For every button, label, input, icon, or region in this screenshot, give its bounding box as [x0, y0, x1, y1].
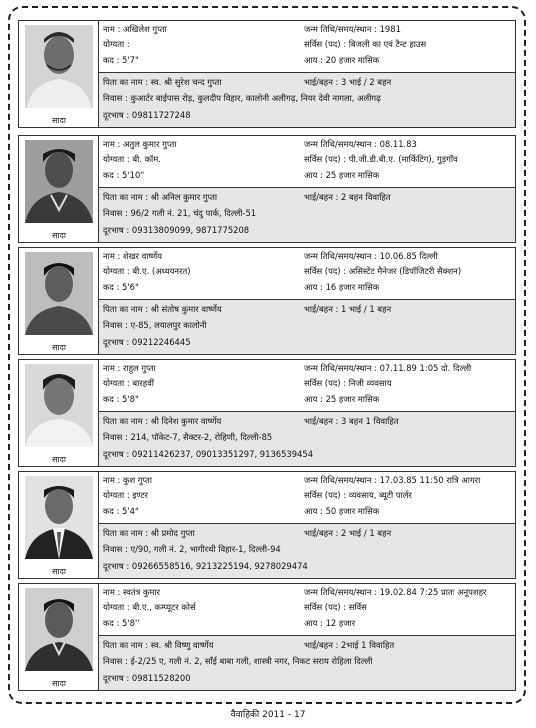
profile-father: पिता का नाम : श्री दिनेश कुमार वार्ष्णेय — [103, 416, 222, 426]
profile-siblings: भाई/बहन : 3 भाई / 2 बहन — [304, 77, 392, 87]
photo-column — [19, 472, 99, 578]
profile-height: कद : 5'10" — [103, 170, 145, 180]
profile-qualification: योग्यता : बारहवीं — [103, 378, 154, 388]
profile-photo — [25, 476, 93, 559]
profile-height: कद : 5'7" — [103, 55, 139, 65]
profile-service: सर्विस (पद) : व्यवसाय, ब्यूटी पार्लर — [304, 490, 412, 500]
profile-details — [99, 21, 515, 73]
profile-card — [18, 471, 516, 579]
profile-address: निवास : ए-85, लयालपुर कालोनी — [103, 320, 207, 330]
profile-qualification: योग्यता : बी. कॉम. — [103, 154, 161, 164]
profile-siblings: भाई/बहन : 2भाई 1 विवाहित — [304, 640, 395, 650]
profile-qualification: योग्यता : बी.ए. (अध्ययनरत) — [103, 266, 191, 276]
photo-caption: सादा — [52, 455, 66, 464]
profile-service: सर्विस (पद) : पी.जी.डी.बी.ए. (मार्किटिंग), गुड़गाँव — [304, 154, 458, 164]
family-details — [99, 73, 515, 127]
photo-caption: सादा — [52, 343, 66, 352]
family-details — [99, 636, 515, 690]
profile-income: आय : 16 हजार मासिक — [304, 282, 380, 292]
profile-address: निवास : 214, पॉकेट-7, सैक्टर-2, रोहिणी, दिल्ली-85 — [103, 432, 273, 442]
profile-siblings: भाई/बहन : 3 बहन 1 विवाहित — [304, 416, 399, 426]
profile-address: निवास : ई-2/25 ए, गली नं. 2, साँई बाबा गली, शास्त्री नगर, निकट सराय रोहिला दिल्ली — [103, 656, 373, 666]
photo-column — [19, 21, 99, 127]
profile-height: कद : 5'8" — [103, 394, 139, 404]
profile-income: आय : 50 हजार मासिक — [304, 506, 380, 516]
photo-column — [19, 360, 99, 466]
family-details — [99, 524, 515, 578]
profile-birth: जन्म तिथि/समय/स्थान : 17.03.85 11:50 रात्रि आगरा — [304, 475, 481, 485]
profile-name: नाम : शेखर वार्ष्णेय — [103, 251, 163, 261]
profile-father: पिता का नाम : श्री प्रमोद गुप्ता — [103, 528, 195, 538]
profile-father: पिता का नाम : स्व. श्री सुरेश चन्द गुप्ता — [103, 77, 222, 87]
profile-qualification: योग्यता : बी.ए., कम्प्यूटर कोर्स — [103, 602, 196, 612]
profile-birth: जन्म तिथि/समय/स्थान : 1981 — [304, 24, 401, 34]
profile-siblings: भाई/बहन : 1 भाई / 1 बहन — [304, 304, 392, 314]
photo-caption: सादा — [52, 567, 66, 576]
profile-birth: जन्म तिथि/समय/स्थान : 07.11.89 1:05 दो. दिल्ली — [304, 363, 472, 373]
family-details — [99, 412, 515, 466]
profile-income: आय : 25 हजार मासिक — [304, 170, 380, 180]
profile-father: पिता का नाम : श्री संतोष कुमार वार्ष्णेय — [103, 304, 222, 314]
page-footer: वैवाहिकी 2011 - 17 — [230, 710, 306, 720]
profile-card — [18, 359, 516, 467]
photo-caption: सादा — [52, 231, 66, 240]
profile-income: आय : 12 हजार — [304, 618, 356, 628]
profile-siblings: भाई/बहन : 2 बहन विवाहित — [304, 192, 391, 202]
profile-height: कद : 5'8'' — [103, 618, 140, 628]
profile-details — [99, 584, 515, 636]
photo-caption: सादा — [52, 116, 66, 125]
profile-income: आय : 25 हजार मासिक — [304, 394, 380, 404]
profile-height: कद : 5'4" — [103, 506, 139, 516]
profile-name: नाम : अखिलेश गुप्ता — [103, 24, 167, 34]
photo-caption: सादा — [52, 679, 66, 688]
profile-height: कद : 5'6" — [103, 282, 139, 292]
profile-income: आय : 20 हजार मासिक — [304, 55, 380, 65]
profile-name: नाम : स्वतंत्र कुमार — [103, 587, 160, 597]
profile-card — [18, 583, 516, 691]
profile-card — [18, 20, 516, 128]
profile-service: सर्विस (पद) : सर्विस — [304, 602, 367, 612]
profile-siblings: भाई/बहन : 2 भाई / 1 बहन — [304, 528, 392, 538]
profile-card — [18, 247, 516, 355]
profile-birth: जन्म तिथि/समय/स्थान : 10.06.85 दिल्ली — [304, 251, 438, 261]
profile-qualification: योग्यता : — [103, 39, 130, 49]
profile-qualification: योग्यता : इण्टर — [103, 490, 148, 500]
profile-details — [99, 248, 515, 300]
profile-photo — [25, 588, 93, 671]
profile-card — [18, 135, 516, 243]
profile-service: सर्विस (पद) : असिस्टेंट मैनेजर (डिपॉजिटरी सैक्शन) — [304, 266, 462, 276]
profile-photo — [25, 25, 93, 108]
profile-phone: दूरभाष : 09212246445 — [103, 337, 191, 347]
profile-photo — [25, 140, 93, 223]
profile-details — [99, 360, 515, 412]
profile-details — [99, 472, 515, 524]
profile-service: सर्विस (पद) : निजी व्यवसाय — [304, 378, 392, 388]
profile-phone: दूरभाष : 09811727248 — [103, 110, 191, 120]
profile-name: नाम : कुश गुप्ता — [103, 475, 152, 485]
profile-birth: जन्म तिथि/समय/स्थान : 08.11.83 — [304, 139, 417, 149]
profile-phone: दूरभाष : 09811528200 — [103, 673, 191, 683]
profile-address: निवास : कुआर्टर बाईपास रोड़, कुलदीप विहार, कालोनी अलीगढ़, नियर देवी नागला, अलीगढ़ — [103, 93, 381, 103]
profile-photo — [25, 364, 93, 447]
family-details — [99, 188, 515, 242]
profile-phone: दूरभाष : 09211426237, 09013351297, 9136539454 — [103, 449, 314, 459]
profile-address: निवास : 96/2 गली नं. 21, चंदु पार्क, दिल्ली-51 — [103, 208, 257, 218]
profile-address: निवास : ए/90, गली नं. 2, भागीरथी विहार-1, दिल्ली-94 — [103, 544, 281, 554]
profile-details — [99, 136, 515, 188]
photo-column — [19, 584, 99, 690]
family-details — [99, 300, 515, 354]
profile-father: पिता का नाम : श्री अनिल कुमार गुप्ता — [103, 192, 218, 202]
profile-birth: जन्म तिथि/समय/स्थान : 19.02.84 7:25 प्रातः अनूपशहर — [304, 587, 487, 597]
profile-service: सर्विस (पद) : बिजली का एवं टैन्ट हाउस — [304, 39, 427, 49]
profile-father: पिता का नाम : स्व. श्री विष्णु वार्ष्णेय — [103, 640, 214, 650]
profile-phone: दूरभाष : 09266558516, 9213225194, 9278029474 — [103, 561, 308, 571]
profile-photo — [25, 252, 93, 335]
profile-name: नाम : अतुल कुमार गुप्ता — [103, 139, 177, 149]
profile-phone: दूरभाष : 09313809099, 9871775208 — [103, 225, 250, 235]
photo-column — [19, 248, 99, 354]
profile-name: नाम : राहुल गुप्ता — [103, 363, 156, 373]
photo-column — [19, 136, 99, 242]
